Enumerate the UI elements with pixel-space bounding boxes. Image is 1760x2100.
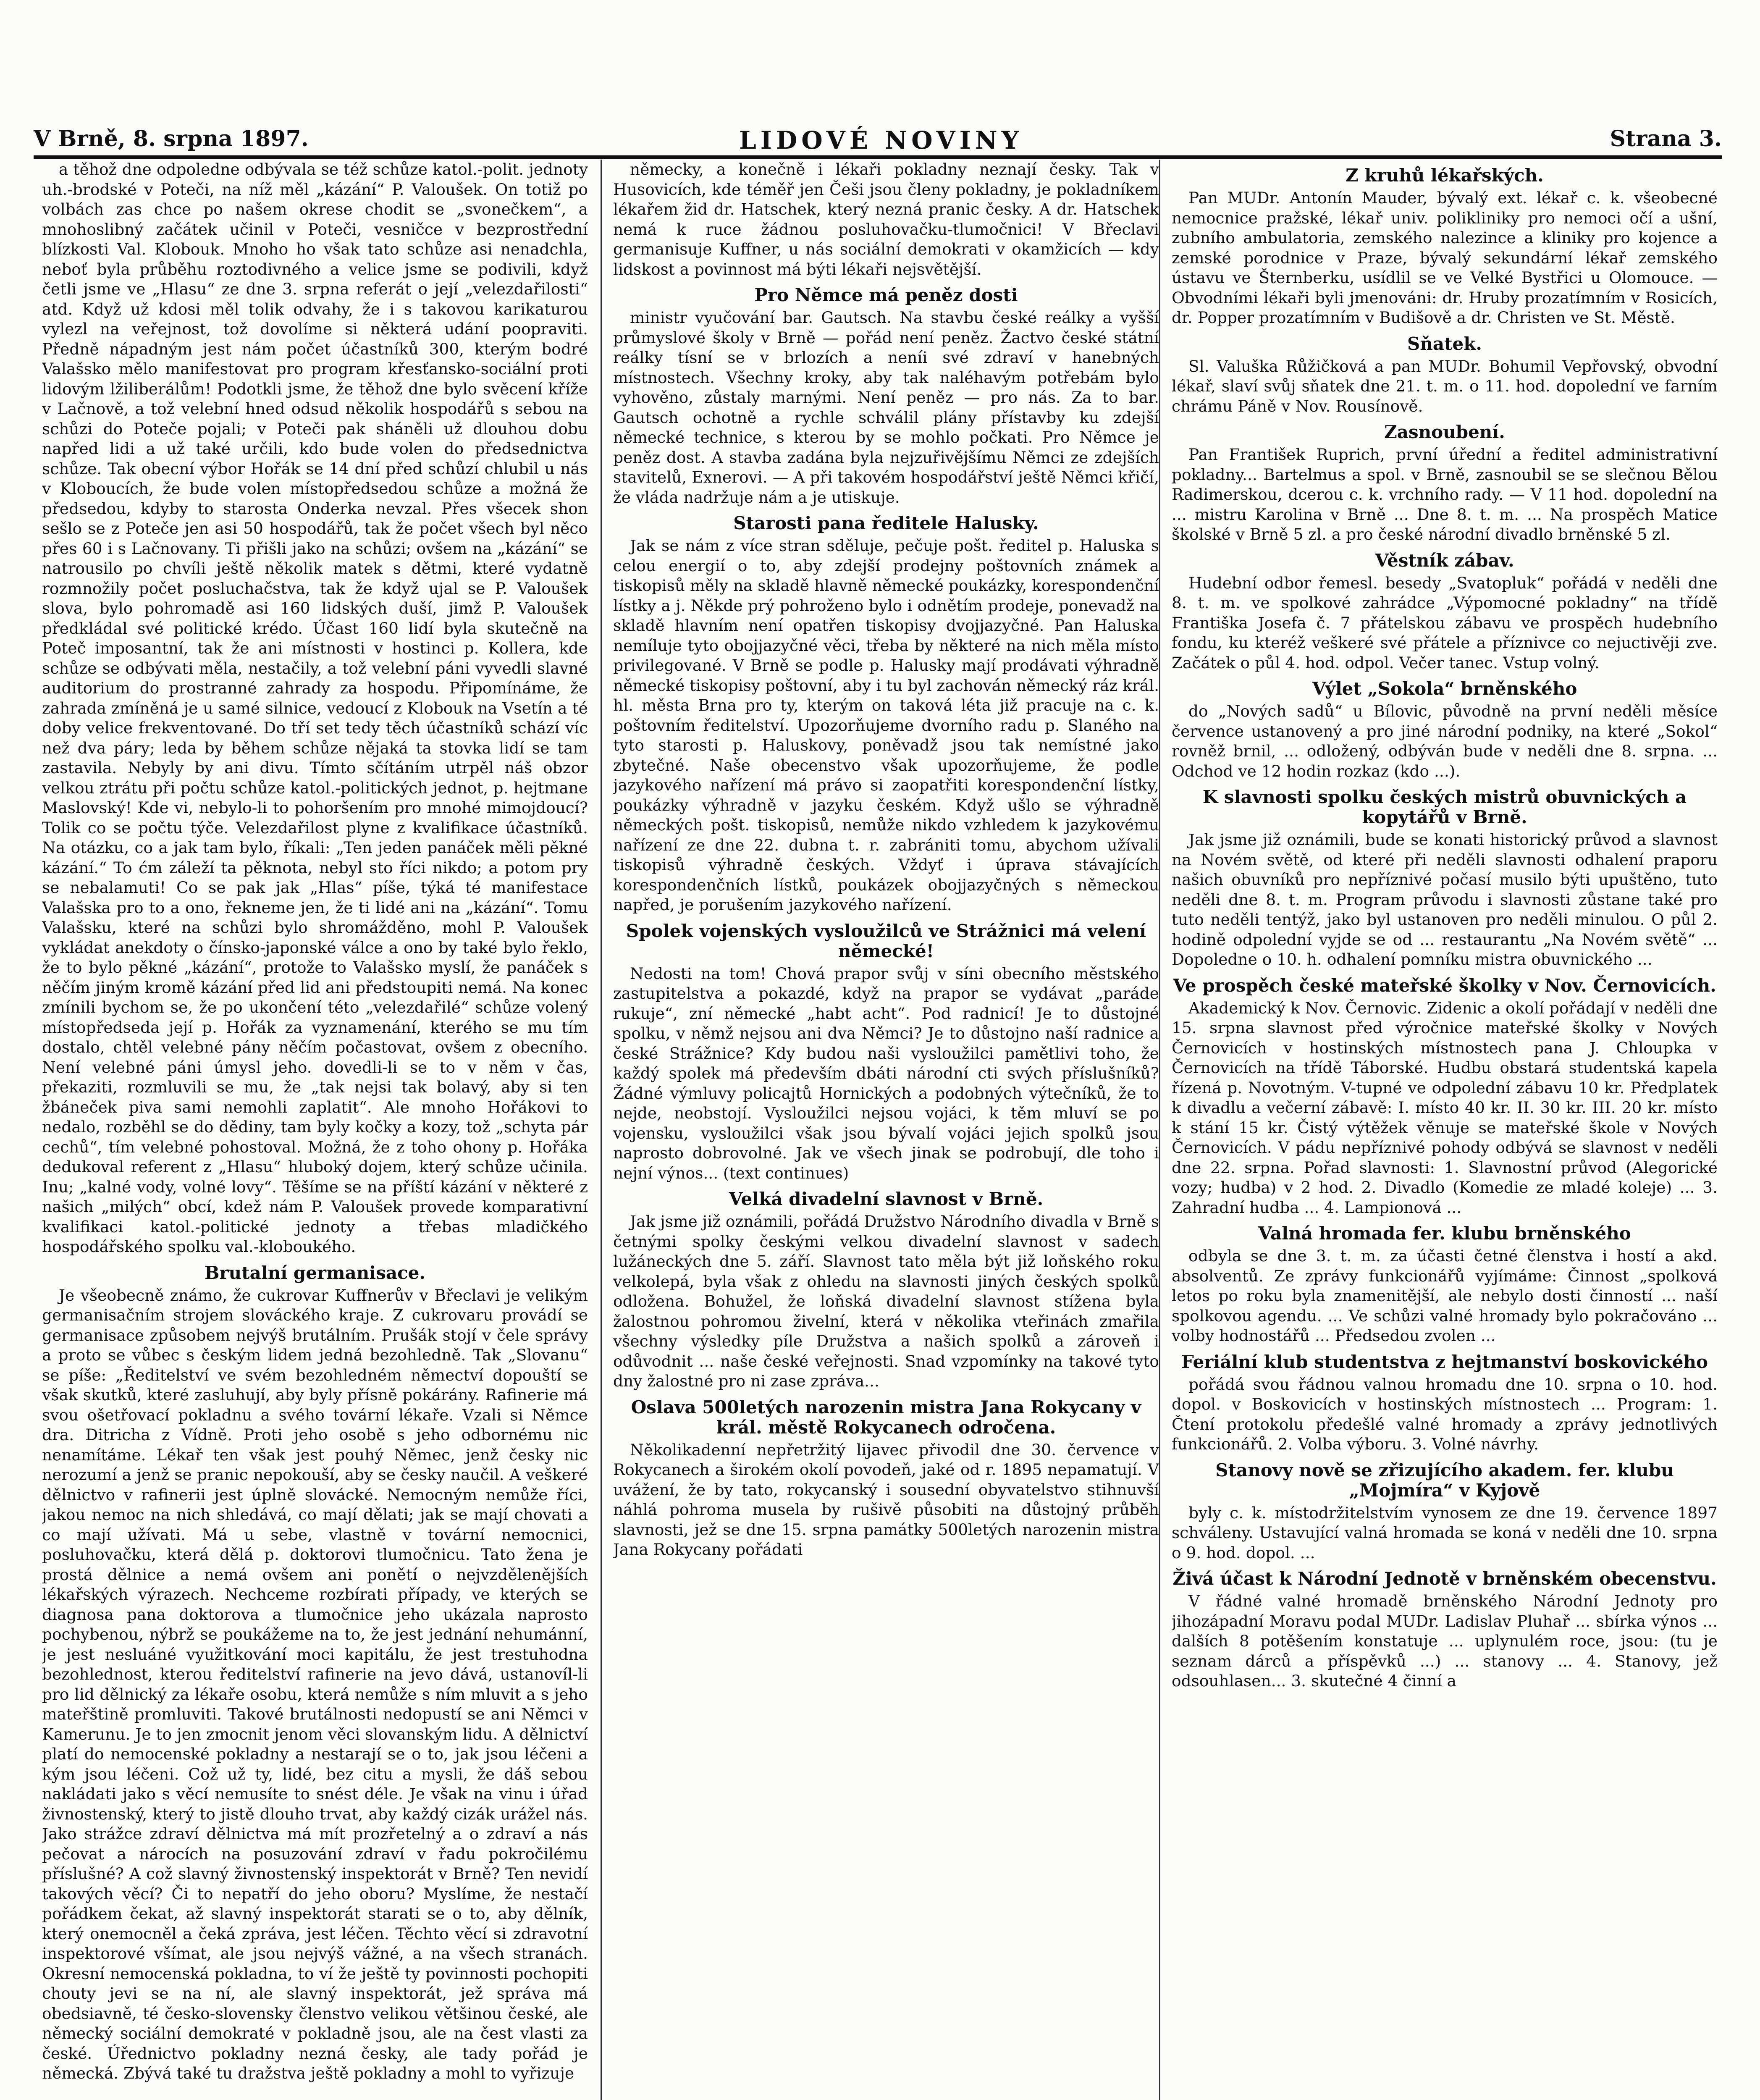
article-sokol-paragraph: do „Nových sadů“ u Bílovic, původně na první neděli měsíce července ustanovený a pro jiné národní podniky, na které „Sokol“ rovněž brnil, ... odložený, odbýván bude v neděli dne 8. srpna. ... Odchod ve 12 hodin rozkaz (kdo ...).: [1172, 702, 1718, 780]
column-divider-1: [601, 160, 602, 2100]
place-date: V Brně, 8. srpna 1897.: [34, 126, 309, 152]
article-divadelni-paragraph: Jak jsme již oznámili, pořádá Družstvo Národního divadla v Brně s četnými spolky českými velkou divadelní slavnost v sadech lužáneckých dne 5. září. Slavnost tato měla být již loňského roku velkolepá, byla však z ohledu na slavnosti jiných českých spolků odložena. Bohužel, že loňská divadelní slavnost stížena byla žalostnou pohromou živelní, která v několika vteřinách zmařila všechny výsledky píle Družstva a našich spolků a zároveň i odůvodnit ... naše české veřejnosti. Snad vzpomínky na takové tyto dny žalostné pro ni zase zpráva...: [613, 1212, 1159, 1390]
article-rokycany-paragraph: Několikadenní nepřetržitý lijavec přivodil dne 30. července v Rokycanech a širokém okolí povodeň, jaké od r. 1895 nepamatují. V uvážení, že by tato, rokycanský i sousední obyvatelstvo stihnuvší náhlá pohroma musela by rušivě působiti na důstojný průběh slavnosti, jež se dne 15. srpna památky 500letých narozenin mistra Jana Rokycany pořádati: [613, 1440, 1159, 1559]
article-vyslouzilci-paragraph: Nedosti na tom! Chová prapor svůj v síni obecního městského zastupitelstva a pokazdé, když na prapor se vydávat „paráde rukuje“, zní německé „habt acht“. Pod radnicí! Je to důstojné spolku, v němž nejsou ani dva Němci? Je to důstojno naší radnice a české Strážnice? Kdy budou naši vysloužilci pamětlivi toho, že každý spolek má především dbáti národní cti svých příslušníků? Žádné výmluvy policajtů Hornických a podobných výtečníků, že to nejde, neobstojí. Vysloužilci nejsou vojáci, k těm mluví se po vojensku, vysloužilci však jsou bývalí vojáci jejich spolků jsou naprosto dobrovolné. Jak ve všech jinak se podrobují, dle toho i nejní výnos... (text continues): [613, 964, 1159, 1182]
article-jednota-paragraph: V řádné valné hromadě brněnského Národní Jednoty pro jihozápadní Moravu podal MUDr. Ladislav Pluhař ... sbírka výnos ... dalších 8 potěšením konstatuje ... uplynulém roce, jsou: (tu je seznam dárců a příspěvků ...) ... stanovy ... 4. Stanovy, jež odsouhlasen... 3. skutečné 4 činní a: [1172, 1592, 1718, 1690]
article-snatek-paragraph: Sl. Valuška Růžičková a pan MUDr. Bohumil Vepřovský, obvodní lékař, slaví svůj sňatek dne 21. t. m. o 11. hod. dopolední ve farním chrámu Páně v Nov. Rousínově.: [1172, 357, 1718, 415]
header-rule: [34, 155, 1722, 159]
article-skolka-paragraph: Akademický k Nov. Černovic. Zidenic a okolí pořádají v neděli dne 15. srpna slavnost před výročnice mateřské školky v Nových Černovicích v hostinských místnostech pana J. Chloupka v Černovicích na třídě Táborské. Hudbu obstará studentská kapela řízená p. Novotným. V-tupné ve odpolední zábavu 10 kr. Předplatek k divadlu a večerní zábavě: I. místo 40 kr. II. 30 kr. III. 20 kr. místo k stání 15 kr. Čistý výtěžek věnuje se mateřské škole v Nových Černovicích. V pádu nepříznivé pohody odbývá se slavnost v neděli dne 22. srpna. Pořad slavnosti: 1. Slavnostní průvod (Alegorické vozy; hudba) v 2 hod. 2. Divadlo (Komedie ze mladé koleje) ... 3. Zahradní hudba ... 4. Lampionová ...: [1172, 998, 1718, 1217]
article-nemce-paragraph: ministr vyučování bar. Gautsch. Na stavbu české reálky a vyšší průmyslové školy v Brně — pořád není peněz. Žactvo české státní reálky tísní se v brlozích a neníi své zdraví v hanebných místnostech. Všechny kroky, aby tak naléhavým potřebám bylo vyhověno, zůstaly marnými. Není peněz — pro nás. Za to bar. Gautsch ochotně a rychle schválil plány přístavby ku zdejší německé technice, s kterou by se mohlo počkati. Pro Němce je peněz dost. A stavba zadána byla nejzuřivějšímu Němci ze zdejších stavitelů, Exnerovi. — A při takovém hospodářství ještě Němci křičí, že vláda nadržuje nám a je utiskuje.: [613, 308, 1159, 507]
article-obuvnici-paragraph: Jak jsme již oznámili, bude se konati historický průvod a slavnost na Novém světě, od které při neděli slavnosti odhalení praporu našich obuvníků pro nepříznivé počasí musilo býti upuštěno, tuto neděli dne 8. t. m. Program průvodu i slavnosti zůstane také pro tuto neděli tentýž, jako byl ustanoven pro neděli minulou. O půl 2. hodině odpolední vyjde se od ... restaurantu „Na Novém světě“ ... Dopoledne o 10. h. odhalení pomníku mistra obuvnického ...: [1172, 830, 1718, 969]
article-heading-obuvnici: K slavnosti spolku českých mistrů obuvnických a kopytářů v Brně.: [1202, 787, 1687, 827]
column-1: [42, 160, 588, 2100]
article-continued-paragraph: německy, a konečně i lékaři pokladny neznají česky. Tak v Husovicích, kde téměř jen Češi jsou členy pokladny, je pokladníkem lékařem žid dr. Hatschek, který nezná pranic česky. A dr. Hatschek nemá k ruce žádnou posluhovačku-tlumočnici! V Břeclavi germanisuje Kuffner, u nás sociální demokrati v okamžicích — kdy lidskost a povinnost má býti lékaři nejsvětější.: [613, 160, 1159, 278]
article-valna-hromada-paragraph: odbyla se dne 3. t. m. za účasti četné členstva i hostí a akd. absolventů. Ze zprávy funkcionářů vyjímáme: Činnost „spolková letos po roku byla znamenitější, ale nebylo dosti činností ... naší spolkovou agendu. ... Ve schůzi valné hromady bylo pokračováno ... volby hodnostářů ... Předsedou zvolen ...: [1172, 1247, 1718, 1345]
article-heading-halusky: Starosti pana ředitele Halusky.: [733, 513, 1039, 533]
article-heading-skolka: Ve prospěch české mateřské školky v Nov. Černovicích.: [1173, 975, 1716, 996]
article-potec-paragraph: a těhož dne odpoledne odbývala se též schůze katol.-polit. jednoty uh.-brodské v Poteči, na níž měl „kázání“ P. Valoušek. On totiž po volbách zas chce po našem okrese chodit se „svonečkem“, a mnohoslibný začátek učinil v Poteči, vesničce v bezprostřední blízkosti Val. Klobouk. Mnoho ho však tato schůze asi nenadchla, neboť byla průběhu roztodivného a velice jsme se podivili, když četli jsme ve „Hlasu“ ze dne 3. srpna referát o její „velezdařilosti“ atd. Když už kdosi měl tolik odvahy, že i s takovou karikaturou vylezl na veřejnost, tož dovolíme si některá udání poopraviti. Předně nápadným jest nám počet účastníků 300, kterým bodré Valašsko mělo manifestovat pro program křesťansko-sociální proti lidovým lžiliberálům! Podotkli jsme, že těhož dne bylo svěcení kříže v Lačnově, a tož velební hned odsud několik hospodářů s sebou na schůzi do Poteče pojali; v Poteči pak sháněli už dlouhou dobu napřed lidi a už také určili, kdo bude volen do předsednictva schůze. Tak obecní výbor Hořák se 14 dní před schůzí chlubil u nás v Kloboucích, že bude volen místopředsedou schůze a možná že předsedou, kdyby to starosta Onderka nevzal. Přes všecek shon sešlo se z Poteče jen asi 50 hospodářů, tak že počet všech byl něco přes 60 i s Lačnovany. Ti přišli jako na schůzi; ovšem na „kázání“ se natrousilo po chvíli ještě několik matek s dětmi, které vydatně rozmnožily počet posluchačstva, tak že když ujal se P. Valoušek slova, bylo pohromadě asi 160 lidských duší, jimž P. Valoušek předkládal své politické krédo. Účast 160 lidí byla skutečně na Poteč imposantní, tak že ani místnosti v hostinci p. Kollera, kde schůze se odbývati měla, nestačily, a tož velební páni vyvedli slavné auditorium do prostranné zahrady za hospodu. Připomínáme, že zahrada zmíněná je u samé silnice, vedoucí z Klobouk na Vsetín a té doby velice frekventované. Do tří set tedy těch účastníků schází víc než dva páry; leda by během schůze nějaká ta stovka lidí se tam zastavila. Nebyly by ani divu. Tímto sčítáním utrpěl náš obzor velkou ztrátu při počtu schůze katol.-politických jednot, p. hejtmane Maslovský! Kde vi, nebylo-li to pohoršením pro mnohé mimojdoucí? Tolik co se počtu týče. Velezdařilost plyne z kvalifikace účastníků. Na otázku, co a jak tam bylo, říkali: „Ten jeden panáček měli pěkné kázání.“ To ćm záleží ta pěknota, nebyl sto říci nikdo; a potom pry se nebalamuti! Co se pak jak „Hlas“ píše, týká té manifestace Valašska pro to a ono, řekneme jen, že ti lidé ani na „kázání“. Tomu Valašsku, které na schůzi bylo shromážděno, mohl P. Valoušek vykládat anekdoty o čínsko-japonské válce a ono by také bylo řeklo, že to bylo pěkné „kázání“, protože to Valašsko myslí, že panáček s něčím jiným kromě kázání před lid ani předstoupiti nemá. Na konec zmínili bychom se, že po ukončení této „velezdařilé“ schůze volený místopředseda její p. Hořák za vyznamenání, kterého se mu tím dostalo, chtěl velebné pány něčím počastovat, ovšem z obecního. Není velebné páni úmysl jeho. dovedli-li se to v něm v čas, překaziti, rozmluvili se mu, že „tak nejsi tak bolavý, aby si ten žbáneček piva sami nemohli zaplatit“. Ale mnoho Hořákovi to nedalo, rozběhl se do dědiny, tam byly kočky a kozy, tož „schyta pár cechů“, tím velebné pohostoval. Možná, že z toho ohony p. Hořáka dedukoval referent z „Hlasu“ hluboký dojem, který schůze učinila. Inu; „kalné vody, volné lovy“. Těšíme se na příští kázání v některé z našich „milých“ obcí, kdež nám P. Valoušek provede komparativní kvalifikaci katol.-politické jednoty a třebas mladičkého hospodářského spolku val.-kloboukého.: [42, 160, 588, 1256]
column-divider-2: [1159, 160, 1160, 2100]
article-lekari-paragraph: Pan MUDr. Antonín Mauder, bývalý ext. lékař c. k. všeobecné nemocnice pražské, lékař univ. polikliniky pro nemoci očí a ušní, zubního ambulatoria, zemského nalezince a kliniky pro kojence a zemské porodnice v Praze, bývalý sekundární lékař zemského ústavu ve Šternberku, usídlil se ve Velké Bystřici u Olomouce. — Obvodními lékaři byli jmenováni: dr. Hruby prozatímním v Rosicích, dr. Popper prozatímním v Budišově a dr. Christen ve St. Městě.: [1172, 189, 1718, 327]
article-ferialni-paragraph: pořádá svou řádnou valnou hromadu dne 10. srpna o 10. hod. dopol. v Boskovicích v hostinských místnostech ... Program: 1. Čtení protokolu předešlé valné hromady a zprávy jednotlivých funkcionářů. 2. Volba výboru. 3. Volné návrhy.: [1172, 1375, 1718, 1453]
article-heading-ferialni: Feriální klub studentstva z hejtmanství boskovického: [1181, 1351, 1708, 1372]
article-heading-rokycany: Oslava 500letých narozenin mistra Jana Rokycany v král. městě Rokycanech odročena.: [631, 1396, 1141, 1438]
article-heading-mojmir: Stanovy nově se zřizujícího akadem. fer. klubu „Mojmíra“ v Kyjově: [1215, 1460, 1674, 1501]
article-heading-sokol: Výlet „Sokola“ brněnského: [1312, 678, 1577, 699]
article-heading-germanisace: Brutalní germanisace.: [205, 1262, 425, 1283]
article-heading-vyslouzilci: Spolek vojenských vysloužilců ve Strážnici má velení německé!: [626, 920, 1146, 961]
article-heading-valna-hromada: Valná hromada fer. klubu brněnského: [1258, 1223, 1631, 1244]
article-heading-zabavy: Věstník zábav.: [1375, 550, 1514, 571]
article-heading-zasnoubeni: Zasnoubení.: [1384, 422, 1505, 442]
article-zabavy-paragraph: Hudební odbor řemesl. besedy „Svatopluk“ pořádá v neděli dne 8. t. m. ve spolkové zahrádce „Výpomocné pokladny“ na třídě Františka Josefa č. 7 přátelskou zábavu ve prospěch hudebního fondu, ku kteréž veškeré své přátele a příznivce co nejuctivěji zve. Začátek o půl 4. hod. odpol. Večer tanec. Vstup volný.: [1172, 573, 1718, 672]
masthead: LIDOVÉ NOVINY: [739, 126, 1023, 155]
article-zasnoubeni-paragraph: Pan František Ruprich, první úřední a ředitel administrativní pokladny... Bartelmus a spol. v Brně, zasnoubil se se slečnou Bělou Radimerskou, dcerou c. k. vrchního rady. — V 11 hod. dopolední na ... mistru Karolina v Brně ... Dne 8. t. m. ... Na prospěch Matice školské v Brně 5 zl. a pro české národní divadlo brněnské 5 zl.: [1172, 445, 1718, 543]
page-number: Strana 3.: [1610, 126, 1722, 152]
article-germanisace-paragraph: Je všeobecně známo, že cukrovar Kuffnerův v Břeclavi je velikým germanisačním strojem slováckého kraje. Z cukrovaru provádí se germanisace způsobem nejvýš brutálním. Prušák stojí v čele správy a proto se vůbec s českým lidem jedná bezohledně. Tak „Slovanu“ se píše: „Ředitelství ve svém bezohledném němectví dopouští se však skutků, které zasluhují, aby byly přísně pokárány. Rafinerie má svou ošetřovací pokladnu a svého tovární lékaře. Vzali si Němce dra. Ditricha z Vídně. Proti jeho osobě s jeho odbornému nic nenamítáme. Lékař ten však jest pouhý Němec, jenž česky nic nerozumí a jenž se pranic nepokouší, aby se česky naučil. A veškeré dělnictvo v rafinerii jest úplně slovácké. Nemocným nemůže říci, jakou nemoc na nich shledává, co mají dělati; jak se mají chovati a co mají užívati. Má u sebe, vlastně v tovární nemocnici, posluhovačku, která dělá p. doktorovi tlumočnicu. Tato žena je prostá dělnice a nemá ovšem ani ponětí o nejvzdělenějších lékařských výrazech. Nechceme rozbírati případy, ve kterých se diagnosa pana doktorova a tlumočnice jeho ukázala naprosto pochybenou, nýbrž se poukážeme na to, že jest jednání nehumánní, je jest nesluáné využitkování moci kapitálu, že jest trestuhodna bezohlednost, kterou ředitelství rafinerie na jevo dává, ustanovíl-li pro lid dělnický za lékaře osobu, která nemůže s ním mluvit a s jeho mateřštině promluviti. Takové brutálnosti nedopustí se ani Němci v Kamerunu. Je to jen zmocnit jenom věci slovanským lidu. A dělnictví platí do nemocenské pokladny a nestarají se o to, jak jsou léčeni a kým jsou léčeni. Což už ty, lidé, bez citu a mysli, že dáš sebou nakládati jako s věcí nemusíte to snést déle. Je však na vinu i úřad živnostenský, který to jistě dlouho trvat, aby každý cizák urážel nás. Jako strážce zdraví dělnictva má mít prozřetelný a o zdraví a nás pečovat a nárocích na posuzování zdraví v řadu pokročilému příslušné? A což slavný živnostenský inspektorát v Brně? Ten nevidí takových věcí? Či to nepatří do jeho oboru? Myslíme, že nestačí pořádkem čekat, až slavný inspektorát starati se o to, aby dělník, který onemocněl a čeká zpráva, jest léčen. Těchto věcí si zdravotní inspektorové všímat, ale jsou nejvýš vážné, a na všech stranách. Okresní nemocenská pokladna, to ví že ještě ty povinnosti pochopiti chouty jevi se na ní, ale slavný inspektorát, jež správa má obedsiavně, té česko-slovensky členstvo velikou většinou české, ale německý sociální demokraté v pokladně jsou, ale na čest vlasti za české. Úřednictvo pokladny nezná česky, ale tady pořád je německá. Zbývá také tu dražstva ještě pokladny a mohl to vyřizuje: [42, 1286, 588, 2082]
column-2: [613, 160, 1159, 2100]
article-halusky-paragraph: Jak se nám z více stran sděluje, pečuje pošt. ředitel p. Haluska s celou energií o to, aby zdejší prodejny poštovních známek a tiskopisů měly na skladě hlavně německé poukázky, korespondenční lístky a j. Někde prý pohroženo bylo i odnětím prodeje, ponevadž na skladě hlavním není opatřen tiskopisy dvojjazyčné. Pan Haluska nemíluje tyto obojjazyčné věci, třeba by některé na nich měla místo privilegované. V Brně se podle p. Halusky mají prodávati výhradně německé tiskopisy poštovní, aby i tu byl zachován německý ráz král. hl. města Brna pro ty, kterým on taková léta již pracuje na c. k. poštovním ředitelství. Upozorňujeme dvorního radu p. Slaného na tyto starosti p. Haluskovy, poněvadž jsou tak nemístné jako zbytečné. Naše obecenstvo však upozorňujeme, že podle jazykového nařízení má právo si zaopatřiti korespondenční lístky, poukázky výhradně v jazyku českém. Když ušlo se výhradně německých pošt. tiskopisů, nemůže nikdo vzhledem k jazykovému nařízení ze dne 22. dubna t. r. zabrániti tomu, abychom užívali tiskopisů výhradně českých. Vždyť i úprava stávajících korespondenčních lístků, poukázek obojjazyčných s německou napřed, je porušením jazykového nařízení.: [613, 536, 1159, 914]
article-heading-jednota: Živá účast k Národní Jednotě v brněnském obecenstvu.: [1172, 1568, 1717, 1589]
article-mojmir-paragraph: byly c. k. místodržitelstvím vynosem ze dne 19. července 1897 schváleny. Ustavující valná hromada se koná v neděli dne 10. srpna o 9. hod. dopol. ...: [1172, 1503, 1718, 1562]
article-heading-divadelni: Velká divadelní slavnost v Brně.: [729, 1189, 1044, 1209]
article-heading-lekari: Z kruhů lékařských.: [1346, 165, 1544, 186]
article-heading-nemce: Pro Němce má peněz dosti: [754, 285, 1018, 305]
article-heading-snatek: Sňatek.: [1407, 333, 1482, 354]
column-3: [1172, 160, 1718, 2100]
